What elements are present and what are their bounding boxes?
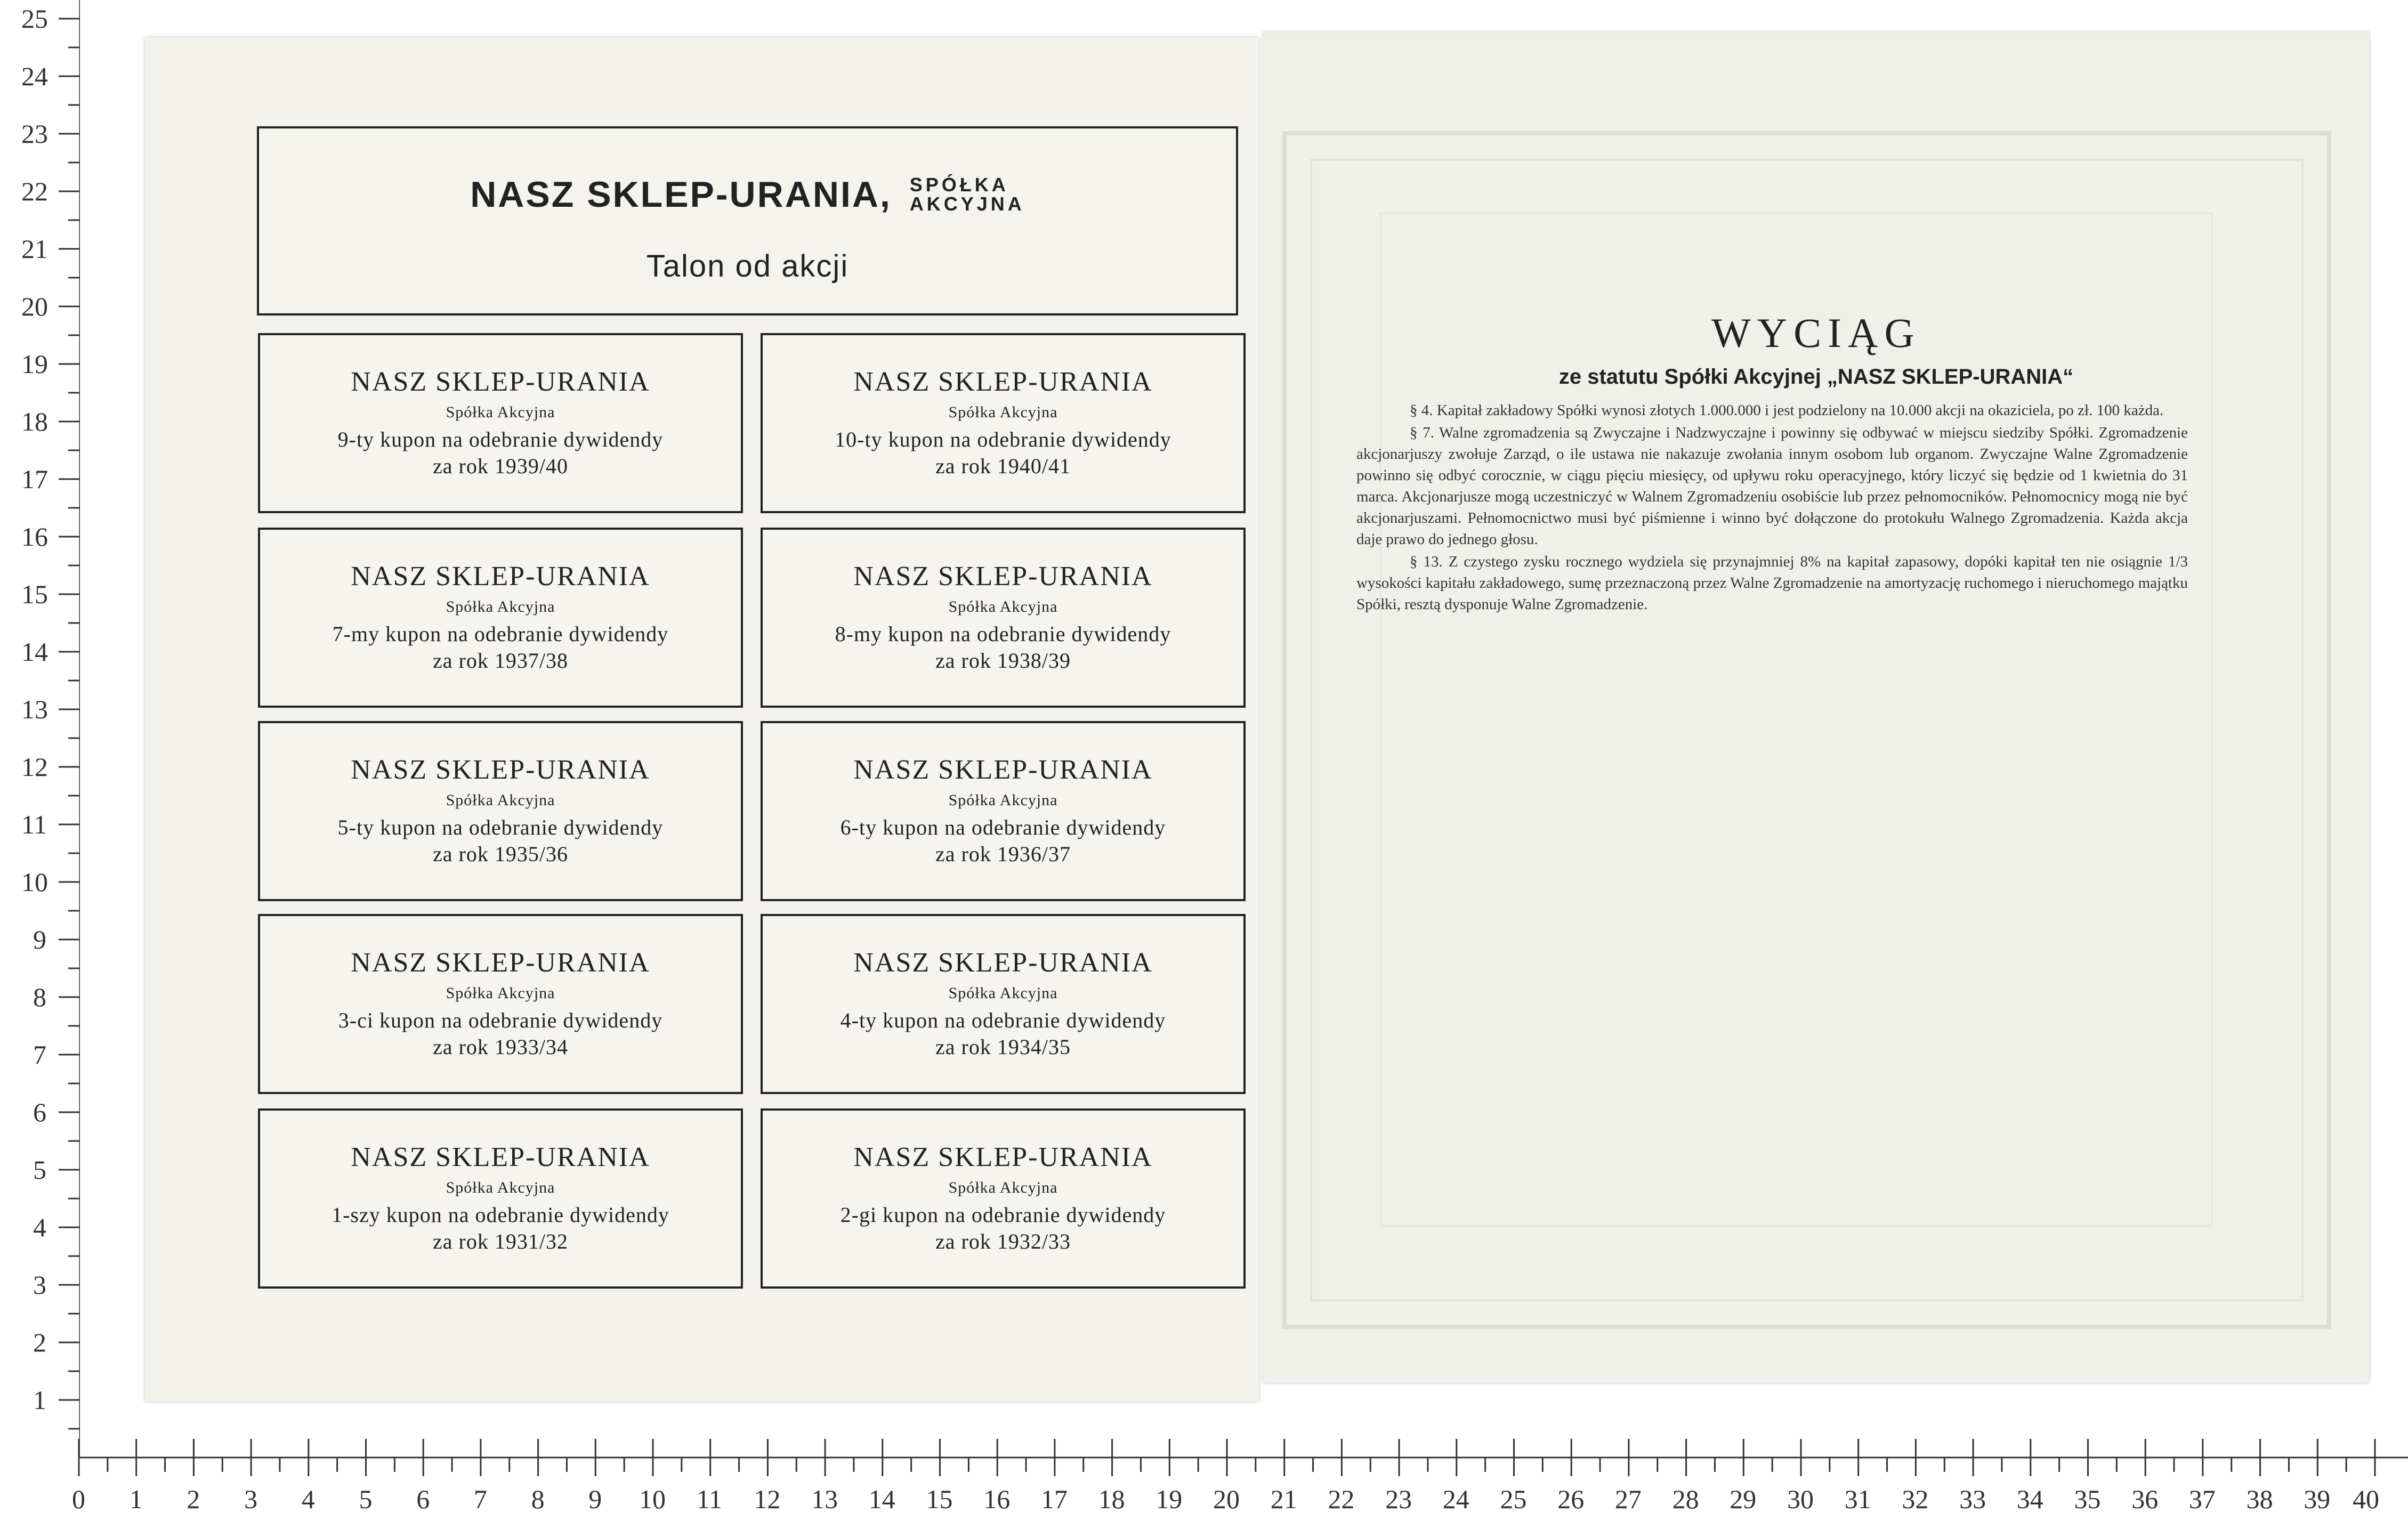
left-ruler-number: 5 — [33, 1155, 46, 1185]
coupon-subtitle: Spółka Akcyjna — [948, 791, 1058, 809]
coupon-description: 9-ty kupon na odebranie dywidendy — [337, 427, 664, 451]
coupon-description: 6-ty kupon na odebranie dywidendy — [840, 815, 1166, 839]
company-type-line2: AKCYJNA — [909, 193, 1025, 215]
coupon-description: 4-ty kupon na odebranie dywidendy — [840, 1008, 1166, 1032]
company-name: NASZ SKLEP-URANIA, — [470, 174, 892, 215]
coupon-description: 1-szy kupon na odebranie dywidendy — [332, 1203, 669, 1227]
company-type — [910, 175, 1025, 214]
dividend-coupon — [258, 528, 743, 708]
bottom-ruler-number: 23 — [1385, 1484, 1412, 1514]
paragraph-4: § 4. Kapitał zakładowy Spółki wynosi złotych 1.000.000 i jest podzielony na 10.000 akcji na okaziciela, po zł. 100 każda. — [1410, 402, 2164, 419]
left-ruler — [0, 0, 80, 1466]
coupon-title: NASZ SKLEP-URANIA — [853, 1142, 1153, 1172]
left-ruler-number: 14 — [21, 637, 48, 667]
coupon-subtitle: Spółka Akcyjna — [948, 1179, 1058, 1196]
bottom-ruler-number: 10 — [639, 1484, 666, 1514]
coupon-subtitle: Spółka Akcyjna — [446, 984, 555, 1002]
left-ruler-number: 10 — [21, 867, 48, 897]
coupon-title: NASZ SKLEP-URANIA — [853, 948, 1153, 978]
dividend-coupon — [258, 914, 743, 1094]
coupon-year: za rok 1938/39 — [935, 649, 1071, 673]
coupon-title: NASZ SKLEP-URANIA — [853, 367, 1153, 397]
bottom-ruler-number: 14 — [868, 1484, 895, 1514]
coupon-title: NASZ SKLEP-URANIA — [351, 561, 650, 592]
company-heading — [259, 171, 1236, 215]
left-ruler-number: 7 — [33, 1040, 46, 1070]
bottom-ruler-number: 26 — [1557, 1484, 1585, 1514]
coupon-year: za rok 1937/38 — [433, 649, 568, 673]
bottom-ruler-number: 2 — [187, 1484, 200, 1514]
bottom-ruler-number: 30 — [1787, 1484, 1814, 1514]
coupon-subtitle: Spółka Akcyjna — [446, 791, 555, 809]
dividend-coupon — [761, 914, 1246, 1094]
bottom-ruler-number: 21 — [1270, 1484, 1297, 1514]
bottom-ruler-number: 39 — [2304, 1484, 2331, 1514]
left-ruler-number: 13 — [21, 694, 48, 724]
left-ruler-ticks — [0, 0, 80, 1466]
bottom-ruler-number: 19 — [1155, 1484, 1183, 1514]
bottom-ruler-number: 22 — [1328, 1484, 1355, 1514]
left-ruler-number: 11 — [21, 809, 47, 839]
left-ruler-number: 20 — [21, 292, 48, 321]
bottom-ruler-number: 9 — [588, 1484, 602, 1514]
bleed-through-background — [1263, 32, 2369, 1383]
bottom-ruler-number: 34 — [2016, 1484, 2043, 1514]
bottom-ruler-number: 24 — [1442, 1484, 1469, 1514]
coupon-year: za rok 1931/32 — [433, 1229, 568, 1253]
left-ruler-number: 8 — [33, 982, 46, 1012]
dividend-coupon — [761, 333, 1246, 513]
bottom-ruler-number: 5 — [359, 1484, 373, 1514]
coupon-title: NASZ SKLEP-URANIA — [853, 561, 1153, 592]
coupon-subtitle: Spółka Akcyjna — [446, 403, 555, 421]
bottom-ruler-number: 17 — [1040, 1484, 1068, 1514]
coupon-description: 8-my kupon na odebranie dywidendy — [835, 622, 1171, 646]
bottom-ruler-number: 0 — [72, 1484, 85, 1514]
coupon-title: NASZ SKLEP-URANIA — [351, 755, 650, 785]
bottom-ruler-number: 7 — [473, 1484, 487, 1514]
left-ruler-number: 22 — [21, 176, 48, 206]
left-ruler-number: 17 — [21, 464, 48, 494]
bottom-ruler-number: 28 — [1672, 1484, 1699, 1514]
extract-title: WYCIĄG — [1711, 310, 1921, 356]
left-ruler-number: 16 — [21, 522, 48, 552]
coupon-description: 2-gi kupon na odebranie dywidendy — [840, 1203, 1166, 1227]
bottom-ruler-number: 6 — [416, 1484, 430, 1514]
extract-subtitle: ze statutu Spółki Akcyjnej „NASZ SKLEP-URANIA“ — [1558, 365, 2074, 388]
bottom-ruler-number: 38 — [2246, 1484, 2273, 1514]
bottom-ruler-number: 3 — [244, 1484, 258, 1514]
left-ruler-number: 18 — [21, 407, 48, 436]
left-ruler-number: 4 — [33, 1212, 46, 1242]
coupon-year: za rok 1939/40 — [433, 454, 568, 478]
coupon-description: 5-ty kupon na odebranie dywidendy — [337, 815, 664, 839]
dividend-coupon — [258, 1108, 743, 1289]
dividend-coupon — [258, 721, 743, 901]
left-ruler-number: 19 — [21, 349, 48, 379]
bottom-ruler-number: 13 — [811, 1484, 838, 1514]
talon-label: Talon od akcji — [646, 249, 849, 284]
coupon-title: NASZ SKLEP-URANIA — [351, 1142, 650, 1172]
coupon-description: 3-ci kupon na odebranie dywidendy — [338, 1008, 663, 1032]
coupon-title: NASZ SKLEP-URANIA — [351, 367, 650, 397]
bottom-ruler-number: 32 — [1902, 1484, 1929, 1514]
bottom-ruler-number: 4 — [301, 1484, 315, 1514]
coupon-year: za rok 1934/35 — [935, 1035, 1071, 1059]
talon-header — [257, 126, 1238, 315]
dividend-coupon — [761, 1108, 1246, 1289]
coupon-sheet — [145, 37, 1259, 1402]
coupon-title: NASZ SKLEP-URANIA — [351, 948, 650, 978]
coupon-subtitle: Spółka Akcyjna — [948, 403, 1058, 421]
bottom-ruler-number: 1 — [129, 1484, 143, 1514]
bottom-ruler-number: 33 — [1959, 1484, 1986, 1514]
left-ruler-number: 23 — [21, 119, 48, 149]
left-ruler-number: 1 — [33, 1385, 46, 1415]
paragraph-13: § 13. Z czystego zysku rocznego wydziela się przynajmniej 8% na kapitał zapasowy, dopóki kapitał ten nie osiągnie 1/3 wysokości kapitału zakładowego, sumę przeznaczoną przez Walne Zgromadzenie na amortyzację ruchomego i nieruchomego majątku Spółki, resztą dysponuje Walne Zgromadzenie. — [1356, 553, 2188, 613]
bottom-ruler-number: 16 — [983, 1484, 1011, 1514]
coupon-subtitle: Spółka Akcyjna — [948, 598, 1058, 616]
bottom-ruler-number: 40 — [2353, 1484, 2379, 1514]
bottom-ruler-number: 29 — [1730, 1484, 1757, 1514]
bottom-ruler-number: 36 — [2131, 1484, 2159, 1514]
left-ruler-number: 3 — [33, 1270, 46, 1300]
bottom-ruler — [0, 1439, 2408, 1530]
coupon-year: za rok 1933/34 — [433, 1035, 568, 1059]
left-ruler-number: 25 — [21, 4, 48, 34]
coupon-description: 10-ty kupon na odebranie dywidendy — [835, 427, 1171, 451]
coupon-subtitle: Spółka Akcyjna — [446, 598, 555, 616]
bottom-ruler-number: 15 — [926, 1484, 953, 1514]
left-ruler-number: 24 — [21, 61, 48, 91]
coupon-year: za rok 1940/41 — [935, 454, 1071, 478]
bottom-ruler-number: 25 — [1500, 1484, 1527, 1514]
bottom-ruler-number: 8 — [531, 1484, 545, 1514]
statute-extract-page — [1263, 32, 2369, 1383]
coupon-description: 7-my kupon na odebranie dywidendy — [332, 622, 669, 646]
dividend-coupon — [258, 333, 743, 513]
coupon-year: za rok 1935/36 — [433, 842, 568, 866]
bottom-ruler-number: 11 — [696, 1484, 722, 1514]
coupon-subtitle: Spółka Akcyjna — [446, 1179, 555, 1196]
bottom-ruler-number: 31 — [1844, 1484, 1871, 1514]
bottom-ruler-number: 37 — [2188, 1484, 2216, 1514]
dividend-coupon — [761, 528, 1246, 708]
coupon-title: NASZ SKLEP-URANIA — [853, 755, 1153, 785]
coupon-year: za rok 1936/37 — [935, 842, 1071, 866]
coupon-subtitle: Spółka Akcyjna — [948, 984, 1058, 1002]
left-ruler-number: 21 — [21, 234, 48, 264]
left-ruler-number: 12 — [21, 752, 48, 782]
bottom-ruler-number: 18 — [1098, 1484, 1125, 1514]
bottom-ruler-number: 20 — [1213, 1484, 1240, 1514]
bottom-ruler-number: 12 — [754, 1484, 781, 1514]
company-type-line1: SPÓŁKA — [909, 174, 1009, 196]
extract-body — [1356, 400, 2188, 616]
left-ruler-number: 6 — [33, 1097, 46, 1127]
bottom-ruler-number: 35 — [2074, 1484, 2101, 1514]
left-ruler-number: 15 — [21, 579, 48, 609]
left-ruler-number: 2 — [33, 1327, 46, 1357]
bottom-ruler-number: 27 — [1614, 1484, 1642, 1514]
dividend-coupon — [761, 721, 1246, 901]
paragraph-7: § 7. Walne zgromadzenia są Zwyczajne i Nadzwyczajne i powinny się odbywać w miejscu siedziby Spółki. Zgromadzenie akcjonarjuszy zwołuje Zarząd, o ile ustawa nie nakazuje zwołania innym osobom lub organom. Zwyczajne Walne Zgromadzenie powinno się odbyć corocznie, w ciągu pięciu miesięcy, od upływu roku operacyjnego, który liczyć się będzie od 1 kwietnia do 31 marca. Akcjonarjusze mogą uczestniczyć w Walnem Zgromadzeniu osobiście lub przez pełnomocników. Pełnomocnicy mogą nie być akcjonarjuszami. Pełnomocnictwo musi być piśmienne i winno być dołączone do protokułu Walnego Zgromadzenia. Każda akcja daje prawo do jednego głosu. — [1356, 424, 2188, 548]
left-ruler-number: 9 — [33, 925, 46, 954]
coupon-year: za rok 1932/33 — [935, 1229, 1071, 1253]
